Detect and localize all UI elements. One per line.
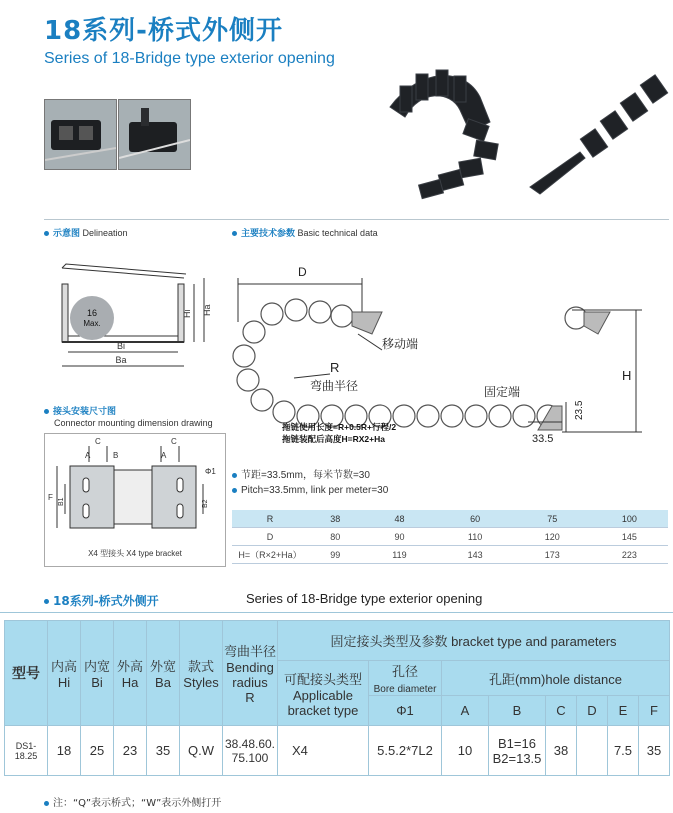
connector-c-label-left: C bbox=[95, 437, 101, 446]
cell-hi: 18 bbox=[48, 726, 81, 776]
connector-label: 接头安装尺寸图 Connector mounting dimension drawing bbox=[44, 405, 213, 429]
th-bore: 孔径 Bore diameter bbox=[369, 661, 442, 696]
basic-data-label: 主要技术参数 Basic technical data bbox=[232, 226, 378, 239]
pitch-en: Pitch=33.5mm, link per meter=30 bbox=[232, 485, 388, 496]
cell-a: 10 bbox=[442, 726, 489, 776]
th-d: D bbox=[577, 696, 608, 726]
th-model: 型号 bbox=[5, 621, 48, 726]
th-radius: 弯曲半径 Bending radius R bbox=[223, 621, 278, 726]
fixed-end-label: 固定端 bbox=[484, 385, 521, 399]
th-ha: 外高 Ha bbox=[114, 621, 147, 726]
connector-drawing-frame bbox=[44, 433, 226, 567]
delineation-label: 示意图 Delineation bbox=[44, 226, 128, 239]
dim-height-label: 23.5 bbox=[574, 400, 585, 420]
cell-ha: 23 bbox=[114, 726, 147, 776]
cell-bore: 5.5.2*7L2 bbox=[369, 726, 442, 776]
page-subtitle: Series of 18-Bridge type exterior opening bbox=[44, 50, 335, 67]
cell-b: B1=16 B2=13.5 bbox=[489, 726, 546, 776]
th-applicable: 可配接头类型 Applicable bracket type bbox=[278, 661, 369, 726]
bi-label: Bi bbox=[116, 341, 126, 351]
connector-b2-label: B2 bbox=[202, 499, 209, 508]
dimension-d-label: D bbox=[298, 265, 307, 279]
cell-c: 38 bbox=[546, 726, 577, 776]
cell-bi: 25 bbox=[81, 726, 114, 776]
th-hi: 内高 Hi bbox=[48, 621, 81, 726]
ba-label: Ba bbox=[115, 355, 127, 365]
ball-size-text: 16 bbox=[86, 308, 98, 318]
th-bi: 内宽 Bi bbox=[81, 621, 114, 726]
th-e: E bbox=[608, 696, 639, 726]
connector-f-label: F bbox=[48, 493, 53, 502]
formula-line2: 拖链装配后高度H=RX2+Ha bbox=[282, 434, 385, 444]
hi-label: Hi bbox=[182, 309, 192, 318]
table-row bbox=[5, 726, 670, 776]
cell-ba: 35 bbox=[147, 726, 180, 776]
bullet-icon bbox=[232, 488, 237, 493]
moving-end-label: 移动端 bbox=[382, 337, 419, 351]
bullet-icon bbox=[232, 231, 237, 236]
ha-label: Ha bbox=[202, 304, 212, 316]
connector-b-label: B bbox=[113, 451, 119, 460]
pitch-cn: 节距=33.5mm，每米节数=30 bbox=[232, 466, 370, 481]
connector-a-label-right: A bbox=[161, 451, 167, 460]
cell-radius: 38.48.60. 75.100 bbox=[223, 726, 278, 776]
dim-width-label: 33.5 bbox=[532, 433, 554, 445]
th-bore-sym: Φ1 bbox=[369, 696, 442, 726]
param-table bbox=[232, 510, 668, 564]
connector-phi-label: Φ1 bbox=[205, 467, 216, 476]
th-bracket: 固定接头类型及参数 bracket type and parameters bbox=[278, 621, 670, 661]
delineation-drawing bbox=[44, 248, 229, 373]
cell-f: 35 bbox=[639, 726, 670, 776]
chain-closeup-image bbox=[45, 100, 116, 169]
page-title: 18系列-桥式外侧开 bbox=[44, 16, 283, 46]
series-bar bbox=[0, 588, 673, 613]
footnote: 注：“Q”表示桥式；“W”表示外侧打开 bbox=[44, 794, 221, 809]
param-row-d: D 80 90 110 120 145 bbox=[232, 528, 668, 546]
ball-max-text: Max. bbox=[83, 319, 101, 328]
bullet-icon bbox=[44, 599, 49, 604]
th-a: A bbox=[442, 696, 489, 726]
product-photo-1 bbox=[44, 99, 117, 170]
th-c: C bbox=[546, 696, 577, 726]
param-row-h: H=（R×2+Ha） 99 119 143 173 223 bbox=[232, 546, 668, 564]
bullet-icon bbox=[44, 231, 49, 236]
cell-model: DS1-18.25 bbox=[5, 726, 48, 776]
th-b: B bbox=[489, 696, 546, 726]
connector-b1-label: B1 bbox=[58, 497, 65, 506]
formula-line1: 拖链使用长度=R+0.5R+行程/2 bbox=[282, 422, 397, 432]
cell-d bbox=[577, 726, 608, 776]
param-row-r: R 38 48 60 75 100 bbox=[232, 510, 668, 528]
chain-opening-image bbox=[119, 100, 190, 169]
series-bar-left: 18系列-桥式外侧开 bbox=[44, 592, 159, 609]
bullet-icon bbox=[44, 801, 49, 806]
section-divider bbox=[44, 219, 669, 220]
radius-r-label: R bbox=[330, 360, 340, 375]
bend-radius-label: 弯曲半径 bbox=[310, 379, 359, 393]
series-bar-right: Series of 18-Bridge type exterior opening bbox=[246, 591, 483, 606]
product-photo-2 bbox=[118, 99, 191, 170]
cell-styles: Q.W bbox=[180, 726, 223, 776]
th-styles: 款式 Styles bbox=[180, 621, 223, 726]
connector-drawing bbox=[45, 434, 225, 566]
drag-chain-illustration bbox=[380, 62, 670, 202]
th-ba: 外宽 Ba bbox=[147, 621, 180, 726]
bullet-icon bbox=[44, 409, 49, 414]
bending-drawing bbox=[232, 262, 672, 462]
bullet-icon bbox=[232, 473, 237, 478]
connector-a-label-left: A bbox=[85, 451, 91, 460]
th-hole: 孔距(mm)hole distance bbox=[442, 661, 670, 696]
connector-caption: X4 型接头 X4 type bracket bbox=[88, 549, 182, 558]
right-h-label: H bbox=[622, 368, 632, 383]
spec-table bbox=[4, 620, 670, 776]
th-f: F bbox=[639, 696, 670, 726]
cable-ball-icon bbox=[70, 296, 114, 340]
connector-c-label-right: C bbox=[171, 437, 177, 446]
cell-bracket: X4 bbox=[278, 726, 368, 776]
cell-e: 7.5 bbox=[608, 726, 639, 776]
